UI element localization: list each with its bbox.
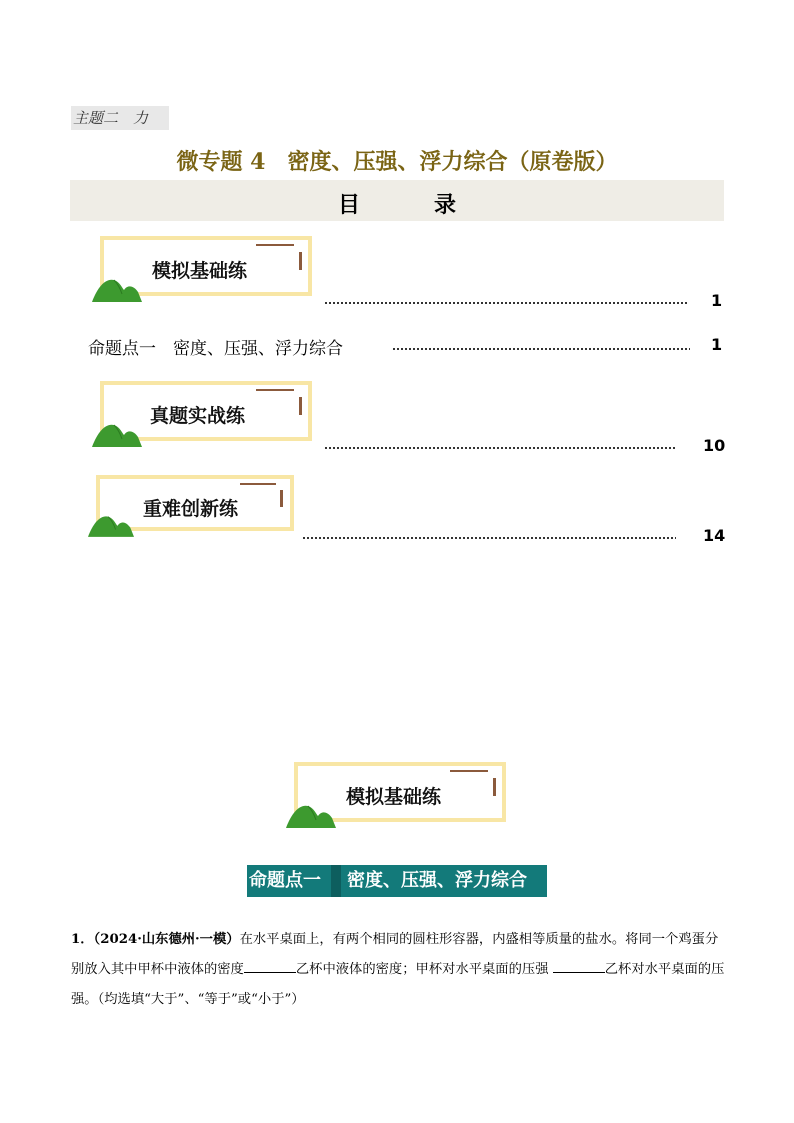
answer-blank-1[interactable] (244, 958, 296, 973)
section-banner-basic (286, 762, 508, 828)
toc-banner-basic[interactable] (92, 236, 314, 302)
toc-banner-exam[interactable] (92, 381, 314, 447)
page-title: 微专题 4 密度、压强、浮力综合（原卷版） (176, 149, 618, 175)
banner-deco-line (280, 490, 283, 507)
banner-deco-line (299, 397, 302, 415)
toc-title: 目 录 (337, 193, 482, 218)
toc-leader-dots (324, 447, 676, 449)
section-tag-right: 密度、压强、浮力综合 (347, 870, 527, 891)
section-tag-divider (331, 865, 341, 897)
toc-leader-dots (324, 302, 688, 304)
banner-label: 重难创新练 (143, 498, 239, 520)
banner-deco-line (256, 244, 294, 246)
question-text: 在水平桌面上，有两个相同的圆柱形容器，内盛相等质量的盐水。将同一个鸡蛋分别放入其中甲杯中液体的密度 (71, 932, 719, 977)
banner-deco-line (450, 770, 488, 772)
topic-label: 主题二 力 (71, 106, 169, 130)
section-tag (247, 865, 547, 897)
toc-page-number: 1 (711, 335, 723, 354)
toc-page-number: 1 (711, 291, 723, 310)
mountain-icon (92, 419, 142, 447)
toc-page-number: 14 (703, 526, 726, 545)
toc-leader-dots (392, 348, 690, 350)
mountain-icon (286, 800, 336, 828)
mountain-icon (88, 511, 134, 537)
banner-label: 模拟基础练 (346, 786, 442, 808)
banner-label: 模拟基础练 (152, 260, 248, 282)
banner-deco-line (493, 778, 496, 796)
answer-blank-2[interactable] (553, 958, 605, 973)
toc-page-number: 10 (703, 436, 726, 455)
question-text: 乙杯中液体的密度；甲杯对水平桌面的压强 (295, 962, 553, 977)
toc-item-label[interactable]: 命题点一 密度、压强、浮力综合 (88, 339, 343, 359)
question-1 (71, 925, 726, 1015)
section-tag-left: 命题点一 (249, 870, 321, 891)
toc-banner-challenge[interactable] (88, 475, 294, 537)
question-number: 1． (71, 932, 94, 947)
mountain-icon (92, 274, 142, 302)
question-text: 乙杯对水平桌面的压强。（均选填“大于”、“等于”或“小于”） (71, 962, 725, 1007)
banner-label: 真题实战练 (150, 405, 246, 427)
toc-leader-dots (302, 537, 676, 539)
banner-deco-line (299, 252, 302, 270)
banner-deco-line (240, 483, 276, 485)
question-source: （2024·山东德州·一模） (93, 932, 240, 947)
banner-deco-line (256, 389, 294, 391)
